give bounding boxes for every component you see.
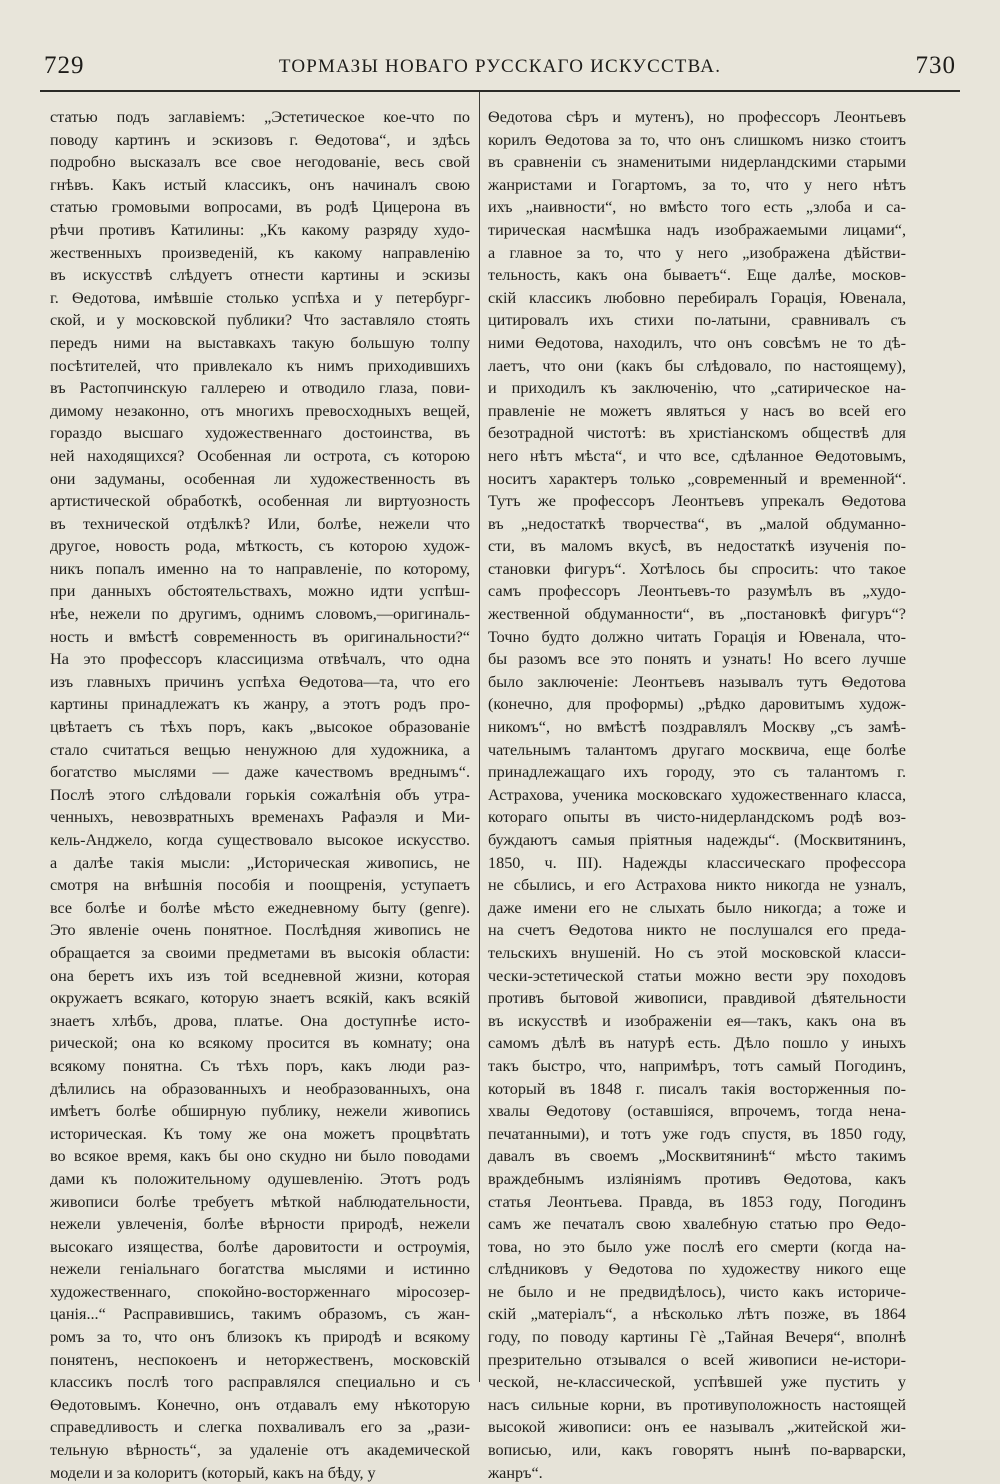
text-line: который въ 1848 г. писалъ такія восторженныя по- bbox=[488, 1079, 906, 1098]
header-rule bbox=[40, 90, 960, 92]
text-line: правленіе не можетъ являться у насъ во всей его bbox=[488, 401, 906, 420]
text-line: самъ профессоръ Леонтьевъ-то разумѣлъ въ „худо- bbox=[488, 582, 906, 601]
text-line: статья Леонтьева. Правда, въ 1853 году, Погодинъ bbox=[488, 1192, 906, 1211]
text-line: во всякое время, какъ бы оно скудно ни было поводами bbox=[50, 1147, 470, 1166]
text-line: никъ попалъ именно на то направленіе, по которому, bbox=[50, 559, 470, 578]
text-line: статью подъ заглавіемъ: „Эстетическое кое-что по bbox=[50, 108, 470, 126]
text-line: Тутъ же профессоръ Леонтьевъ упрекалъ Ѳедотова bbox=[488, 492, 906, 511]
text-line: тирическая насмѣшка надъ изображаемыми лицами“, bbox=[488, 220, 906, 239]
text-line: всякому понятна. Съ тѣхъ поръ, какъ люди раз- bbox=[50, 1056, 470, 1075]
text-line: обращается за своими предметами въ высокія области: bbox=[50, 943, 470, 962]
text-line: нежели геніальнаго богатства мыслями и истинно bbox=[50, 1260, 470, 1279]
text-line: противъ бытовой живописи, правдивой дѣятельности bbox=[488, 989, 906, 1008]
text-line: буждаютъ самыя пріятныя надежды“. (Москвитянинъ, bbox=[488, 831, 906, 849]
right-column bbox=[488, 106, 906, 1484]
text-line: высокаго изящества, болѣе даровитости и остроумія, bbox=[50, 1237, 470, 1256]
text-line: поводу картинъ и эскизовъ г. Ѳедотова“, и здѣсь bbox=[50, 130, 470, 149]
text-line: справедливость и слегка похваливалъ его за „рази- bbox=[50, 1418, 470, 1437]
page-number-right: 730 bbox=[915, 52, 956, 79]
text-line: носитъ характеръ только „современный и временной“. bbox=[488, 469, 906, 488]
text-line: высокой живописи: онъ ее называлъ „житейской жи- bbox=[488, 1418, 906, 1437]
text-line: тельность, какъ она бываетъ“. Еще далѣе, москов- bbox=[488, 266, 906, 285]
text-line: бы разомъ все это понять и узнать! Но всего лучше bbox=[488, 650, 906, 669]
text-line: нежели увлеченія, болѣе вѣрности природѣ, нежели bbox=[50, 1215, 470, 1234]
text-line: картины принадлежатъ къ жанру, а этотъ родъ про- bbox=[50, 695, 470, 714]
text-line: изъ главныхъ причинъ успѣха Ѳедотова—та, что его bbox=[50, 672, 470, 691]
text-line: посѣтителей, что привлекало къ нимъ приходившихъ bbox=[50, 356, 470, 375]
running-title: ТОРМАЗЫ НОВАГО РУССКАГО ИСКУССТВА. bbox=[278, 56, 722, 77]
text-line: ченныхъ, невозвратныхъ временахъ Рафаэля и Ми- bbox=[50, 808, 470, 827]
text-line: кель-Анджело, когда существовало высокое искусство. bbox=[50, 831, 470, 849]
text-line: Ѳедотова сѣръ и мутенъ), но профессоръ Леонтьевъ bbox=[488, 108, 906, 126]
text-line: хвалы Ѳедотову (оставшіяся, впрочемъ, тогда нена- bbox=[488, 1102, 906, 1121]
text-line: художественнаго, спокойно-восторженнаго міросозер- bbox=[50, 1282, 470, 1301]
text-line: нѣе, нежели по другимъ, однимъ словомъ,—оригиналь- bbox=[50, 605, 470, 624]
text-line: а главное за то, что у него „изображена дѣйстви- bbox=[488, 243, 906, 262]
text-line: окружаетъ всякаго, которую знаетъ всякій, какъ всякій bbox=[50, 989, 470, 1008]
text-line: сти, въ маломъ вкусѣ, въ недостаткѣ изученія по- bbox=[488, 537, 906, 556]
text-line: было заключеніе: Леонтьевъ называлъ тутъ Ѳедотова bbox=[488, 672, 906, 691]
text-line: она беретъ ихъ изъ той вседневной жизни, которая bbox=[50, 966, 470, 985]
text-line: гнѣвъ. Какъ истый классикъ, онъ начиналъ свою bbox=[50, 175, 470, 194]
text-line: безотрадной чистотѣ: въ христіанскомъ обществѣ для bbox=[488, 424, 906, 443]
text-line: богатство мыслями — даже качествомъ вреднымъ“. bbox=[50, 763, 470, 782]
text-line: смотря на внѣшнія пособія и поощренія, уступаетъ bbox=[50, 876, 470, 895]
text-line: лаетъ, что они (какъ бы слѣдовало, по настоящему), bbox=[488, 356, 906, 375]
text-line: това, но это было уже послѣ его смерти (когда на- bbox=[488, 1237, 906, 1256]
text-line: не сбылись, и его Астрахова никто никогда не узналъ, bbox=[488, 876, 906, 895]
text-line: цанія...“ Расправившись, такимъ образомъ, съ жан- bbox=[50, 1305, 470, 1324]
text-line: ромъ за то, что онъ близокъ къ природѣ и всякому bbox=[50, 1328, 470, 1347]
text-line: Ѳедотовымъ. Конечно, онъ отдавалъ ему нѣкоторую bbox=[50, 1395, 470, 1414]
text-line: живописи болѣе требуетъ мѣткой наблюдательности, bbox=[50, 1192, 470, 1211]
text-line: рической; она ко всякому просится въ комнату; она bbox=[50, 1034, 470, 1053]
text-line: имѣетъ болѣе обширную публику, нежели живопись bbox=[50, 1102, 470, 1121]
text-line: димому незаконно, отъ многихъ превосходныхъ вещей, bbox=[50, 401, 470, 420]
text-line: въ искусствѣ и изображеніи ея—такъ, какъ она въ bbox=[488, 1011, 906, 1030]
text-line: въ сравненіи съ знаменитыми нидерландскими старыми bbox=[488, 153, 906, 172]
text-line: ской, и у московской публики? Что заставляло стоять bbox=[50, 311, 470, 330]
text-line: стало считаться вещью ненужною для художника, а bbox=[50, 740, 470, 759]
text-line: слѣдниковъ у Ѳедотова по художеству никого еще bbox=[488, 1260, 906, 1279]
text-line: Точно будто должно читать Горація и Ювенала, что- bbox=[488, 627, 906, 646]
text-line: ческой, не-классической, успѣвшей уже пустить у bbox=[488, 1373, 906, 1392]
text-line: въ Растопчинскую галлерею и отводило глаза, пови- bbox=[50, 379, 470, 398]
text-line: чательнымъ талантомъ другаго москвича, еще болѣе bbox=[488, 740, 906, 759]
text-line: все болѣе и болѣе мѣсто ежедневному быту (genre). bbox=[50, 898, 470, 917]
text-line: Это явленіе очень понятное. Послѣдняя живопись не bbox=[50, 921, 470, 940]
text-line: а далѣе такія мысли: „Историческая живопись, не bbox=[50, 853, 470, 872]
text-line: году, по поводу картины Гè „Тайная Вечеря“, вполнѣ bbox=[488, 1328, 906, 1347]
text-line: г. Ѳедотова, имѣвшіе столько успѣха и у петербург- bbox=[50, 288, 470, 307]
text-line: историческая. Къ тому же она можетъ процвѣтать bbox=[50, 1124, 470, 1143]
text-line: котораго опыты въ чисто-нидерландскомъ родѣ воз- bbox=[488, 808, 906, 827]
text-line: статью громовыми вопросами, въ родѣ Цицерона въ bbox=[50, 198, 470, 217]
text-line: становки фигуръ“. Хотѣлось бы спросить: что такое bbox=[488, 559, 906, 578]
text-line: знаетъ хлѣбъ, дрова, платье. Она доступнѣе исто- bbox=[50, 1011, 470, 1030]
text-line: дами къ положительному одушевленію. Этотъ родъ bbox=[50, 1169, 470, 1188]
text-line: него нѣтъ мѣста“, и что все, сдѣланное Ѳедотовымъ, bbox=[488, 446, 906, 465]
text-line: вописью, или, какъ говорятъ нынѣ по-варварски, bbox=[488, 1441, 906, 1460]
text-line: въ „недостаткѣ творчества“, въ „малой обдуманно- bbox=[488, 514, 906, 533]
text-line: презрительно отзывался о всей живописи не-истори- bbox=[488, 1350, 906, 1369]
text-line: въ технической отдѣлкѣ? Или, болѣе, нежели что bbox=[50, 514, 470, 533]
text-line: враждебнымъ изліяніямъ противъ Ѳедотова, какъ bbox=[488, 1169, 906, 1188]
text-line: тельную вѣрность“, за удаленіе отъ академической bbox=[50, 1441, 470, 1460]
text-line: гораздо высшаго художественнаго достоинства, въ bbox=[50, 424, 470, 443]
text-line: принадлежащаго ихъ городу, это съ талантомъ г. bbox=[488, 763, 906, 782]
text-line: скій „матеріалъ“, а нѣсколько лѣтъ позже, въ 1864 bbox=[488, 1305, 906, 1324]
text-line: передъ ними на выставкахъ такую большую толпу bbox=[50, 333, 470, 352]
text-line: давалъ въ своемъ „Москвитянинѣ“ мѣсто такимъ bbox=[488, 1147, 906, 1166]
text-line: ней находящихся? Особенная ли острота, съ которою bbox=[50, 446, 470, 465]
text-line: Астрахова, ученика московскаго художественнаго класса, bbox=[488, 785, 906, 804]
text-line: корилъ Ѳедотова за то, что онъ слишкомъ низко стоитъ bbox=[488, 130, 906, 149]
left-column bbox=[50, 106, 470, 1484]
text-line: модели и за колоритъ (который, какъ на бѣду, у bbox=[50, 1463, 376, 1482]
text-line: цитировалъ ихъ стихи по-латыни, сравнивалъ съ bbox=[488, 311, 906, 330]
text-line: самомъ дѣлѣ въ натурѣ есть. Дѣло пошло у иныхъ bbox=[488, 1034, 906, 1053]
text-line: ними Ѳедотова, находилъ, что онъ совсѣмъ не то дѣ- bbox=[488, 333, 906, 352]
text-line: На это профессоръ классицизма отвѣчалъ, что одна bbox=[50, 650, 470, 669]
page-header bbox=[40, 52, 960, 88]
text-line: артистической обработкѣ, особенная ли виртуозность bbox=[50, 492, 470, 511]
text-line: на счетъ Ѳедотова никто не послушался его преда- bbox=[488, 921, 906, 940]
text-line: ность и вмѣстѣ современность въ оригинальности?“ bbox=[50, 627, 470, 646]
text-line: самъ же печаталъ свою хвалебную статью про Ѳедо- bbox=[488, 1215, 906, 1234]
text-line: другое, новость рода, мѣткость, съ которою худож- bbox=[50, 537, 470, 556]
text-line: жанръ“. bbox=[488, 1463, 543, 1482]
text-line: дѣлились на образованныхъ и необразованныхъ, она bbox=[50, 1079, 470, 1098]
text-line: понятенъ, неспокоенъ и неторжественъ, московскій bbox=[50, 1350, 470, 1369]
text-line: такъ быстро, что, напримѣръ, тотъ самый Погодинъ, bbox=[488, 1056, 906, 1075]
text-line: жанристами и Гогартомъ, за то, что у него нѣтъ bbox=[488, 175, 906, 194]
text-line: при данныхъ обстоятельствахъ, можно идти успѣш- bbox=[50, 582, 470, 601]
column-divider bbox=[479, 92, 480, 1382]
text-line: цвѣтаетъ съ тѣхъ поръ, какъ „высокое образованіе bbox=[50, 718, 470, 737]
text-line: жественной обдуманности“, въ „постановкѣ фигуръ“? bbox=[488, 605, 906, 624]
page-number-left: 729 bbox=[44, 52, 85, 79]
text-line: жественныхъ произведеній, къ какому направленію bbox=[50, 243, 470, 262]
text-line: никомъ“, но вмѣстѣ поздравлялъ Москву „съ замѣ- bbox=[488, 718, 906, 737]
text-line: (конечно, для проформы) „рѣдко даровитымъ худож- bbox=[488, 695, 906, 714]
text-line: чески-эстетической статьи можно вести эру походовъ bbox=[488, 966, 906, 985]
text-line: рѣчи противъ Катилины: „Къ какому разряду худо- bbox=[50, 220, 470, 239]
text-line: классикъ послѣ того расправлялся специально и съ bbox=[50, 1373, 470, 1392]
text-line: и приходилъ къ заключенію, что „сатирическое на- bbox=[488, 379, 906, 398]
text-line: въ искусствѣ слѣдуетъ отнести картины и эскизы bbox=[50, 266, 470, 285]
text-line: тельскихъ внушеній. Но съ этой московской класси- bbox=[488, 943, 906, 962]
text-line: скій классикъ любовно перебиралъ Горація, Ювенала, bbox=[488, 288, 906, 307]
text-line: ихъ „наивности“, но вмѣсто того есть „злоба и са- bbox=[488, 198, 906, 217]
text-line: насъ сильные корни, въ противуположность настоящей bbox=[488, 1395, 906, 1414]
text-line: они задуманы, особенная ли художественность въ bbox=[50, 469, 470, 488]
text-line: даже имени его не слыхать было никогда; а тоже и bbox=[488, 898, 906, 917]
text-line: печатанными), и тотъ уже годъ спустя, въ 1850 году, bbox=[488, 1124, 906, 1143]
text-line: не было и не предвидѣлось), чисто какъ историче- bbox=[488, 1282, 906, 1301]
text-line: подробно высказалъ все свое негодованіе, весь свой bbox=[50, 153, 470, 172]
text-line: 1850, ч. III). Надежды классическаго профессора bbox=[488, 853, 906, 872]
text-line: Послѣ этого слѣдовали горькія сожалѣнія объ утра- bbox=[50, 785, 470, 804]
